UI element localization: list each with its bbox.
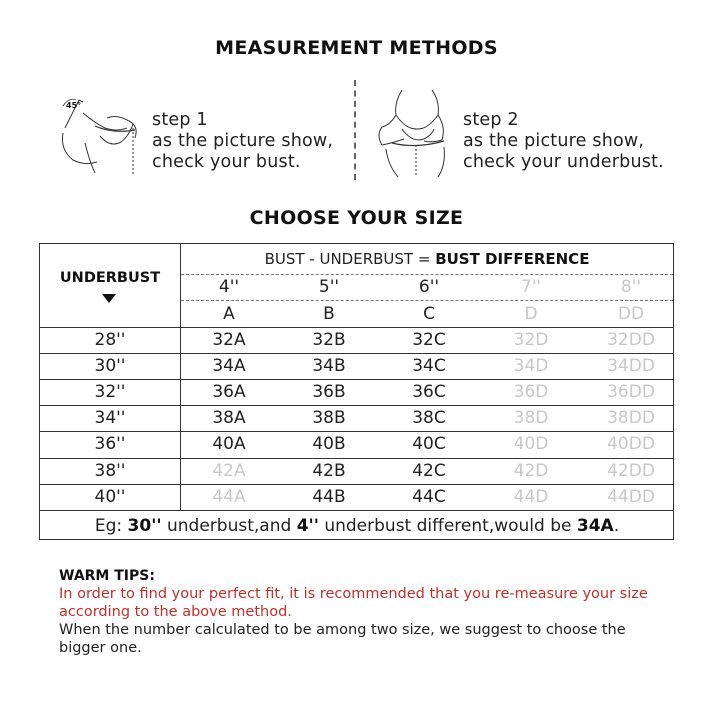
- step-1-line-3: check your bust.: [152, 152, 301, 172]
- step-2-label: step 2: [463, 110, 519, 130]
- underbust-value: 34'': [94, 408, 126, 428]
- step-2-text: [463, 110, 664, 173]
- cup-d: D: [524, 304, 538, 324]
- underbust-value: 28'': [94, 330, 126, 350]
- down-triangle-icon: [102, 294, 116, 303]
- cup-dd: DD: [617, 304, 645, 324]
- formula-header: [180, 250, 674, 268]
- step-divider: [354, 80, 356, 180]
- step-1-text: [152, 110, 333, 173]
- size-cell: 34DD: [607, 356, 655, 376]
- size-cell: 38B: [312, 408, 346, 428]
- warm-tips-black-text: When the number calculated to be among two size, we suggest to choose the bigger one.: [59, 622, 626, 656]
- warm-tips-title: WARM TIPS:: [59, 568, 155, 584]
- cup-b: B: [323, 304, 335, 324]
- size-cell: 42C: [412, 461, 446, 481]
- difference-4: 4'': [218, 277, 240, 297]
- row-divider: [40, 484, 673, 485]
- angle-label: 45°: [66, 101, 82, 110]
- table-column-divider: [180, 244, 181, 511]
- underbust-header: UNDERBUST: [59, 270, 161, 286]
- formula-text: BUST - UNDERBUST =: [264, 250, 436, 268]
- size-cell: 34D: [513, 356, 549, 376]
- row-divider: [40, 379, 673, 380]
- example-underbust: 30'': [127, 516, 162, 536]
- example-text: Eg:: [94, 516, 128, 536]
- example-line: [40, 516, 674, 536]
- size-cell: 34C: [412, 356, 446, 376]
- size-cell: 32A: [212, 330, 246, 350]
- size-cell: 44B: [312, 487, 346, 507]
- underbust-value: 40'': [94, 487, 126, 507]
- size-cell: 36A: [212, 382, 246, 402]
- difference-7: 7'': [520, 277, 542, 297]
- size-cell: 38DD: [607, 408, 655, 428]
- size-cell: 32D: [513, 330, 549, 350]
- row-divider: [40, 458, 673, 459]
- underbust-value: 38'': [94, 461, 126, 481]
- size-cell: 38D: [513, 408, 549, 428]
- underbust-value: 30'': [94, 356, 126, 376]
- size-cell: 36C: [412, 382, 446, 402]
- size-cell: 44D: [513, 487, 549, 507]
- difference-5: 5'': [318, 277, 340, 297]
- size-cell: 36D: [513, 382, 549, 402]
- size-cell: 36B: [312, 382, 346, 402]
- bust-difference-label: BUST DIFFERENCE: [435, 250, 590, 268]
- size-cell: 40C: [412, 434, 446, 454]
- step-1-label: step 1: [152, 110, 208, 130]
- size-cell: 42A: [212, 461, 246, 481]
- size-cell: 40D: [513, 434, 549, 454]
- size-cell: 32DD: [607, 330, 655, 350]
- size-cell: 40DD: [607, 434, 655, 454]
- size-cell: 32B: [312, 330, 346, 350]
- cup-a: A: [223, 304, 235, 324]
- example-text: .: [613, 516, 620, 536]
- size-cell: 38A: [212, 408, 246, 428]
- cup-c: C: [423, 304, 435, 324]
- size-cell: 44C: [412, 487, 446, 507]
- difference-6: 6'': [418, 277, 440, 297]
- size-cell: 36DD: [607, 382, 655, 402]
- size-cell: 42DD: [607, 461, 655, 481]
- size-cell: 42B: [312, 461, 346, 481]
- size-cell: 44A: [212, 487, 246, 507]
- step-2-line-2: as the picture show,: [463, 131, 645, 151]
- difference-dashed-line: [181, 300, 673, 301]
- difference-8: 8'': [620, 277, 642, 297]
- size-cell: 34B: [312, 356, 346, 376]
- row-divider: [40, 431, 673, 432]
- size-cell: 40A: [212, 434, 246, 454]
- example-difference: 4'': [296, 516, 319, 536]
- example-result: 34A: [576, 516, 614, 536]
- bust-measure-illustration: [55, 88, 150, 183]
- step-1-line-2: as the picture show,: [152, 131, 334, 151]
- row-divider: [40, 510, 673, 511]
- example-text: underbust,and: [161, 516, 297, 536]
- header-row-divider: [40, 327, 673, 328]
- row-divider: [40, 353, 673, 354]
- size-chart-table: [39, 243, 674, 540]
- size-cell: 32C: [412, 330, 446, 350]
- size-cell: 40B: [312, 434, 346, 454]
- size-cell: 44DD: [607, 487, 655, 507]
- example-text: underbust different,would be: [318, 516, 577, 536]
- choose-size-title: CHOOSE YOUR SIZE: [249, 207, 464, 229]
- underbust-value: 32'': [94, 382, 126, 402]
- measurement-methods-title: MEASUREMENT METHODS: [215, 37, 498, 59]
- row-divider: [40, 405, 673, 406]
- underbust-measure-illustration: [372, 85, 464, 180]
- size-cell: 34A: [212, 356, 246, 376]
- step-2-line-3: check your underbust.: [463, 152, 664, 172]
- size-cell: 42D: [513, 461, 549, 481]
- warm-tips-red-text: In order to find your perfect fit, it is recommended that you re-measure your size according to the above method.: [59, 586, 648, 620]
- underbust-value: 36'': [94, 434, 126, 454]
- formula-dashed-line: [181, 274, 673, 275]
- size-cell: 38C: [412, 408, 446, 428]
